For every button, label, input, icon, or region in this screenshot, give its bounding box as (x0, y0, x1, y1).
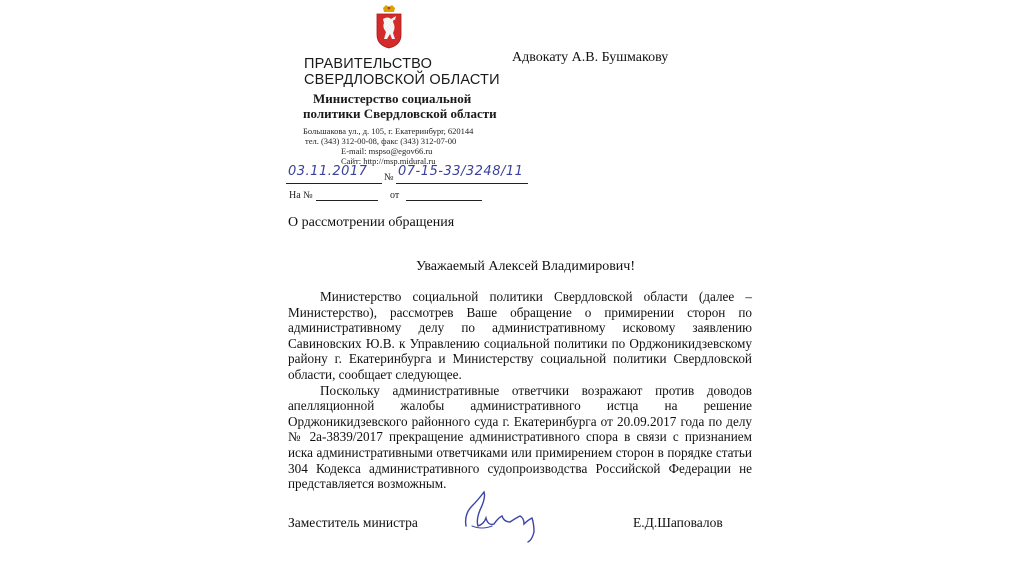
number-underline (396, 183, 528, 184)
registration-number: 07-15-33/3248/11 (398, 164, 524, 179)
ministry-name-line2: политики Свердловской области (303, 106, 497, 121)
salutation: Уважаемый Алексей Владимирович! (416, 259, 635, 274)
number-sign: № (384, 172, 394, 183)
ministry-name-line1: Министерство социальной (313, 91, 472, 106)
gov-title-line1: ПРАВИТЕЛЬСТВО (304, 56, 433, 72)
ministry-phone: тел. (343) 312-00-08, факс (343) 312-07-00 (305, 136, 457, 146)
date-underline (286, 183, 382, 184)
signatory-name: Е.Д.Шаповалов (633, 515, 723, 530)
letter-subject: О рассмотрении обращения (288, 215, 455, 230)
reference-date-line (406, 200, 482, 201)
reference-from-label: от (390, 190, 400, 201)
addressee: Адвокату А.В. Бушмакову (512, 50, 669, 65)
registration-date: 03.11.2017 (288, 164, 368, 179)
body-paragraph-2: Поскольку административные ответчики возражают против доводов апелляционной жалобы административного истца на решение Орджоникидзевского районного суда г. Екатеринбурга от 20.09.2017 года по делу № 2а-3839/2017 прекращение административного спора в связи с признанием иска административными ответчиками или примирением сторон в порядке статьи 304 Кодекса административного судопроизводства Российской Федерации не представляется возможным. (288, 382, 752, 492)
reference-number-line (316, 200, 378, 201)
body-paragraph-1: Министерство социальной политики Свердловской области (далее – Министерство), рассмотрев Ваше обращение о примирении сторон по административному делу по административному исковому заявлению Савиновских Ю.В. к Управлению социальной политики по Орджоникидзевскому району г. Екатеринбурга и Министерству социальной политики Свердловской области, сообщает следующее. (288, 289, 752, 382)
ministry-address: Большакова ул., д. 105, г. Екатеринбург, 620144 (303, 126, 474, 136)
ministry-email: E-mail: mspso@egov66.ru (341, 146, 433, 156)
gov-title-line2: СВЕРДЛОВСКОЙ ОБЛАСТИ (304, 72, 500, 88)
reference-label: На № (289, 190, 313, 201)
ministry-site: Сайт: http://msp.midural.ru (341, 156, 436, 166)
coat-of-arms-icon (374, 5, 404, 49)
handwritten-signature-icon (462, 484, 572, 544)
letter-body (288, 289, 752, 492)
signatory-position: Заместитель министра (288, 515, 418, 530)
